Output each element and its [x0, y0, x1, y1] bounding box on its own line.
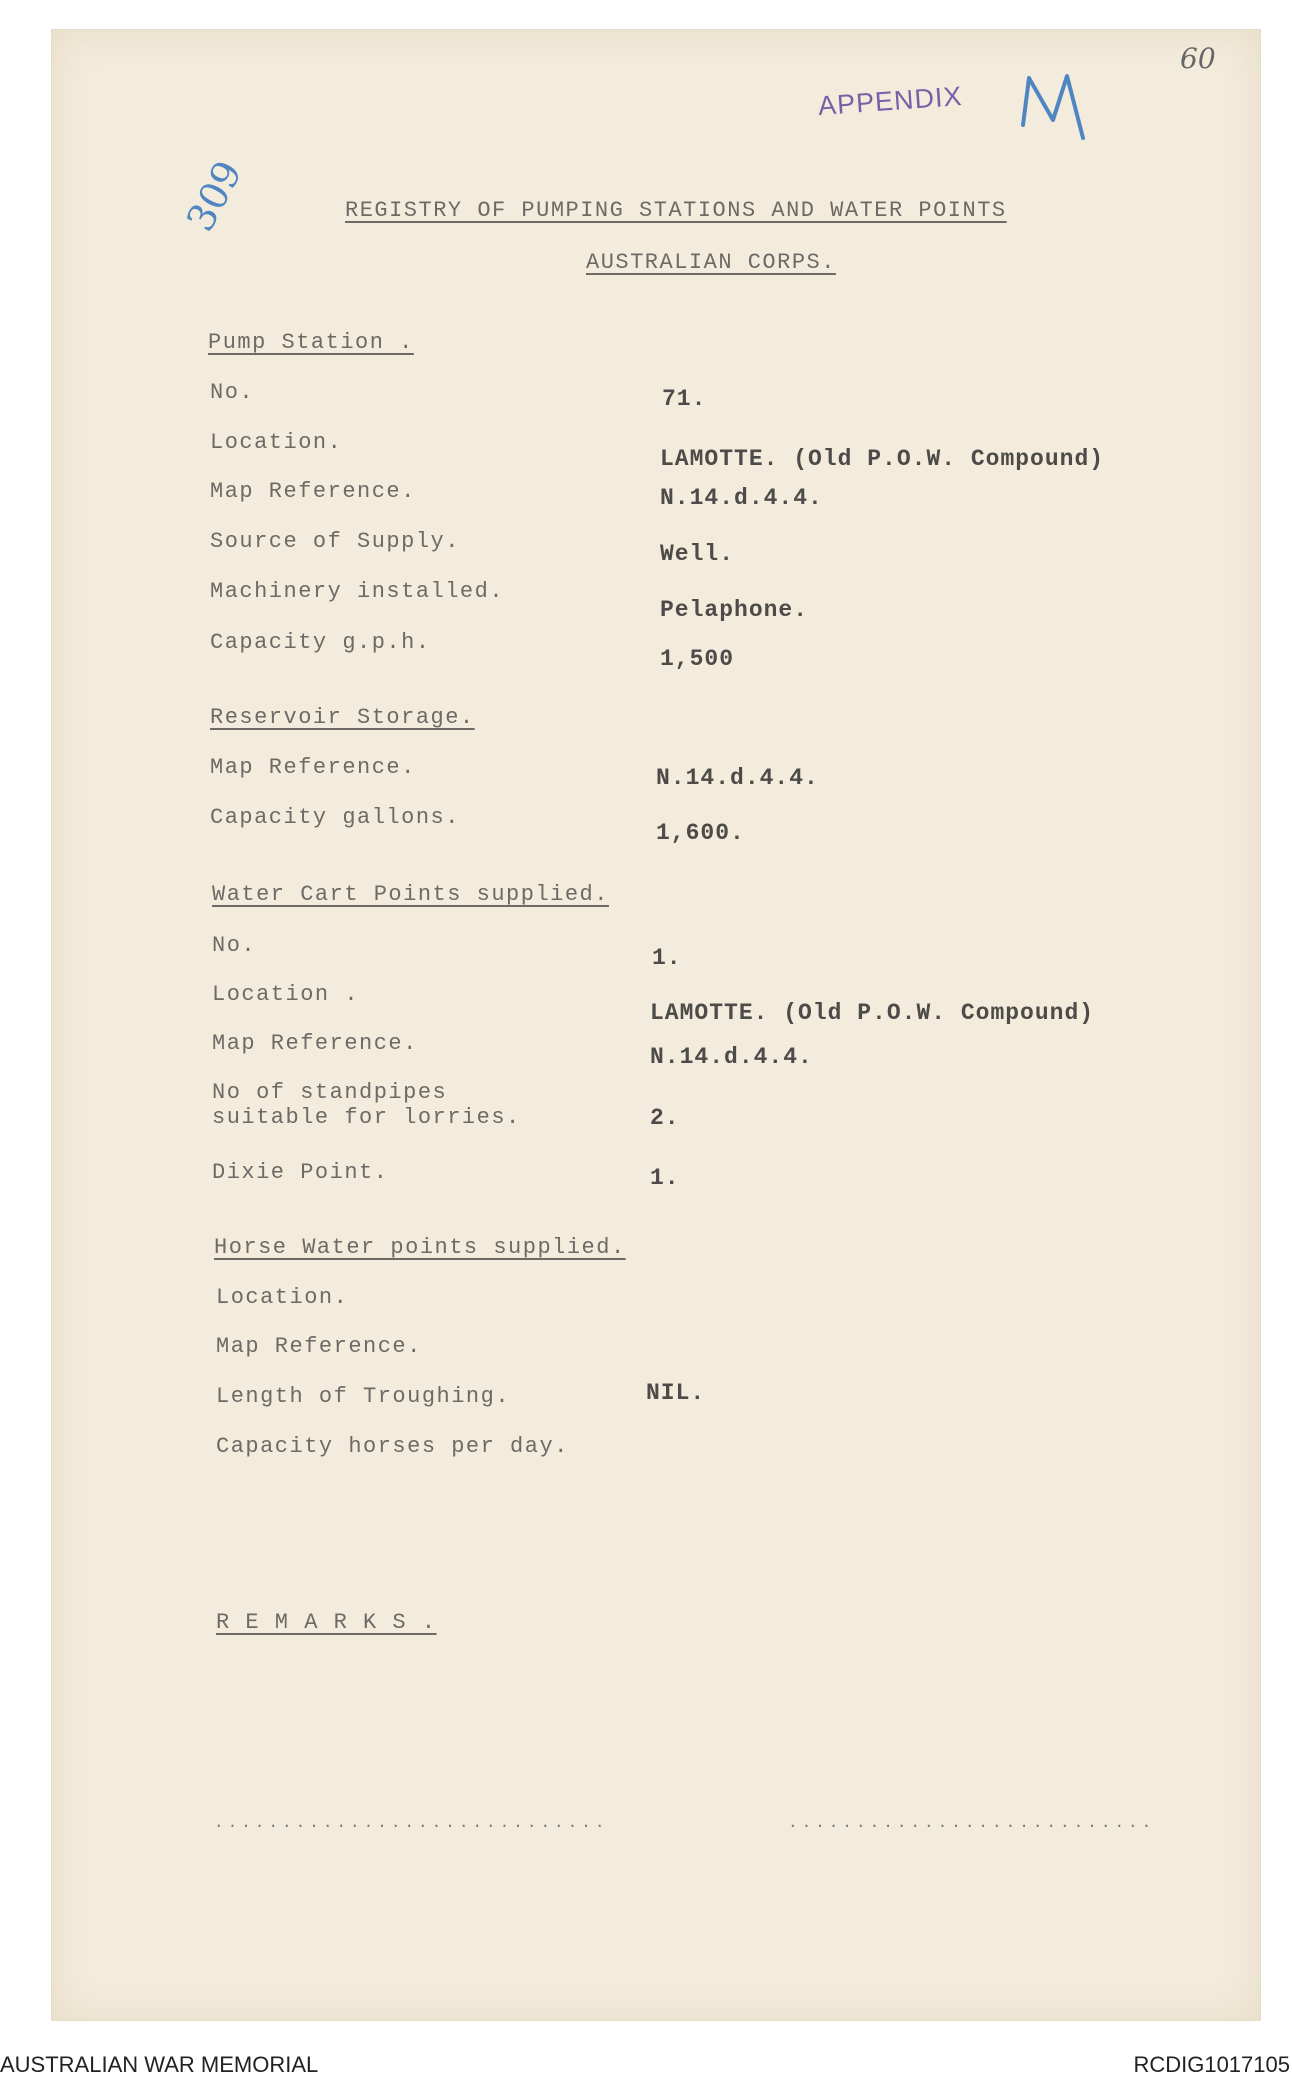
reservoir-heading: Reservoir Storage.: [210, 705, 475, 730]
pump-machinery-value: Pelaphone.: [660, 597, 809, 623]
appendix-letter-handwritten: [1015, 70, 1105, 165]
pump-station-heading: Pump Station .: [208, 330, 414, 355]
reservoir-capacity-label: Capacity gallons.: [210, 805, 460, 830]
pump-map-ref-label: Map Reference.: [210, 479, 416, 504]
reservoir-capacity-value: 1,600.: [656, 820, 745, 846]
footer-source: AUSTRALIAN WAR MEMORIAL: [0, 2052, 319, 2077]
pump-location-label: Location.: [210, 430, 343, 455]
horse-capacity-label: Capacity horses per day.: [216, 1434, 569, 1459]
folio-number-handwritten: 309: [177, 153, 251, 239]
page-number: 60: [1180, 42, 1216, 75]
pump-location-value: LAMOTTE. (Old P.O.W. Compound): [660, 446, 1105, 472]
document-title: REGISTRY OF PUMPING STATIONS AND WATER POINTS: [345, 198, 1007, 223]
horse-location-label: Location.: [216, 1285, 349, 1310]
dixie-point-label: Dixie Point.: [212, 1160, 389, 1185]
appendix-stamp: APPENDIX: [817, 80, 964, 122]
remarks-heading: R E M A R K S .: [216, 1610, 437, 1635]
troughing-label: Length of Troughing.: [216, 1384, 511, 1409]
pump-map-ref-value: N.14.d.4.4.: [660, 485, 823, 511]
signature-line-right: ...........................: [788, 1814, 1156, 1832]
water-cart-location-value: LAMOTTE. (Old P.O.W. Compound): [650, 1000, 1095, 1026]
dixie-point-value: 1.: [650, 1165, 680, 1191]
pump-no-label: No.: [210, 380, 255, 405]
footer-id: RCDIG1017105: [1133, 2052, 1290, 2077]
water-cart-location-label: Location .: [212, 982, 360, 1007]
standpipes-label-line2: suitable for lorries.: [212, 1105, 521, 1130]
document-subtitle: AUSTRALIAN CORPS.: [586, 250, 836, 275]
standpipes-value: 2.: [650, 1105, 680, 1131]
reservoir-map-ref-value: N.14.d.4.4.: [656, 765, 819, 791]
pump-source-value: Well.: [660, 541, 735, 567]
pump-source-label: Source of Supply.: [210, 529, 460, 554]
water-cart-no-label: No.: [212, 933, 257, 958]
water-cart-no-value: 1.: [652, 945, 682, 971]
horse-water-heading: Horse Water points supplied.: [214, 1235, 626, 1260]
pump-capacity-label: Capacity g.p.h.: [210, 630, 431, 655]
standpipes-label-line1: No of standpipes: [212, 1080, 448, 1105]
pump-machinery-label: Machinery installed.: [210, 579, 505, 604]
water-cart-map-ref-value: N.14.d.4.4.: [650, 1044, 813, 1070]
troughing-value: NIL.: [646, 1380, 706, 1406]
horse-map-ref-label: Map Reference.: [216, 1334, 422, 1359]
water-cart-map-ref-label: Map Reference.: [212, 1031, 418, 1056]
pump-no-value: 71.: [662, 386, 707, 412]
pump-capacity-value: 1,500: [660, 646, 735, 672]
signature-line-left: .............................: [214, 1814, 609, 1832]
water-cart-heading: Water Cart Points supplied.: [212, 882, 609, 907]
reservoir-map-ref-label: Map Reference.: [210, 755, 416, 780]
